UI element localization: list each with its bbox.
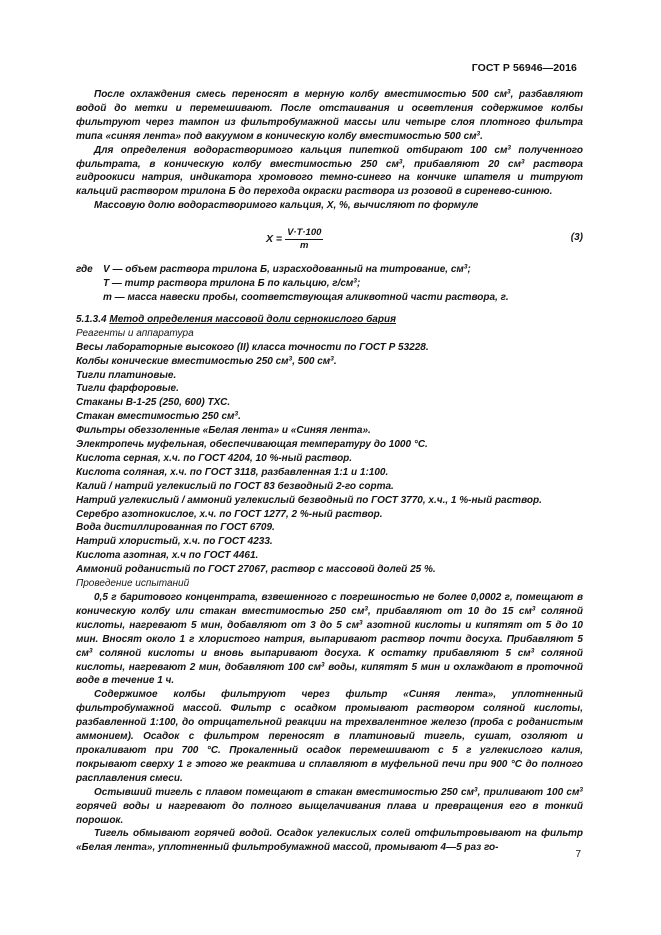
formula-denominator: m: [300, 240, 309, 252]
superscript: 3: [521, 158, 525, 166]
formula-numerator: V·T·100: [287, 227, 322, 239]
paragraph: Для определения водорастворимого кальция пипеткой отбирают 100 $см^3$ полученного фильтрата, в коническую колбу вместимостью 250 $см^3$, прибавляют 20 $см^3$ раствора гидроокиси натрия, индикатора хромового темно-синего на кончике шпателя и титруют кальций раствором трилона Б до перехода окраски раствора из розовой в сиренево-синюю.: [76, 144, 584, 198]
where-item: V — объем раствора трилона Б, израсходованный на титрование, $см^3$;: [103, 263, 471, 276]
procedure-paragraph: Содержимое колбы фильтруют через фильтр «Синяя лента», уплотненный фильтробумажной массой. Фильтр с осадком промывают раствором соляной кислоты, разбавленной 1:100, до отрицательной реакции на трехвалентное железо (проба с роданистым аммонием). Осадок с фильтром переносят в платиновый тигель, сушат, озоляют и прокаливают при 700 °С. Прокаленный осадок перемешивают с 5 г углекислого калия, покрывают сверху 1 г этого же реактива и сплавляют в муфельной печи при 900 °С до полного расплавления смеси.: [76, 689, 583, 784]
where-item: T — титр раствора трилона Б по кальцию, $г/см^3$;: [103, 277, 361, 290]
superscript: 3: [531, 605, 536, 613]
superscript: 3: [473, 786, 478, 794]
formula-variables: [76, 263, 583, 305]
reagents-list: [76, 341, 583, 577]
reagent-item: Натрий хлористый, х.ч. по ГОСТ 4233.: [76, 536, 273, 548]
superscript: 3: [234, 410, 239, 418]
reagent-item: Тигли фарфоровые.: [76, 383, 179, 395]
page-number: 7: [575, 849, 581, 860]
section-heading: Метод определения массовой доли сернокислого бария: [109, 313, 396, 325]
section-number: 5.1.3.4: [76, 313, 107, 325]
formula-body: [266, 227, 323, 252]
procedure-paragraph: Остывший тигель с плавом помещают в стакан вместимостью 250 $см^3$, приливают 100 $см^3$ горячей воды и нагревают до полного выщелачивания плава и превращения его в тонкий порошок.: [76, 786, 583, 826]
where-item: m — масса навески пробы, соответствующая аликвотной части раствора, г.: [103, 291, 509, 303]
reagent-item: Вода дистиллированная по ГОСТ 6709.: [76, 522, 275, 534]
procedure-paragraph: 0,5 г баритового концентрата, взвешенного с погрешностью не более 0,0002 г, помещают в коническую колбу или стакан вместимостью 250 $см^3$, прибавляют от 10 до 15 $см^3$ соляной кислоты, нагревают 5 мин, добавляют от 3 до 5 $см^3$ азотной кислоты и кипятят от 5 до 10 мин. Вносят около 1 г хлористого натрия, выпаривают раствор почти досуха. Прибавляют 5 $см^3$ соляной кислоты и вновь выпаривают досуха. К остатку прибавляют 5 $см^3$ соляной кислоты, нагревают 2 мин, добавляют 100 $см^3$ воды, кипятят 5 мин и охлаждают в проточной воде в течение 1 ч.: [76, 592, 583, 687]
procedure-list: [76, 591, 583, 855]
reagent-item: Электропечь муфельная, обеспечивающая температуру до 1000 °С.: [76, 439, 428, 451]
reagent-item: Калий / натрий углекислый по ГОСТ 83 безводный 2-го сорта.: [76, 480, 394, 492]
reagent-item: Аммоний роданистый по ГОСТ 27067, раствор с массовой долей 25 %.: [76, 564, 436, 576]
superscript: 3: [579, 786, 583, 794]
paragraph: Массовую долю водорастворимого кальция, X, %, вычисляют по формуле: [94, 200, 479, 212]
superscript: 3: [463, 263, 468, 271]
procedure-paragraph: Тигель обмывают горячей водой. Осадок углекислых солей отфильтровывают на фильтр «Белая лента», уплотненный фильтробумажной массой, промывают 4—5 раз го-: [76, 828, 583, 854]
reagent-item: Натрий углекислый / аммоний углекислый безводный по ГОСТ 3770, х.ч., 1 %-ный раствор.: [76, 494, 542, 506]
superscript: 3: [88, 647, 93, 655]
superscript: 3: [321, 661, 325, 669]
superscript: 3: [476, 130, 481, 138]
formula-fraction: [285, 227, 323, 252]
superscript: 3: [358, 619, 363, 627]
superscript: 3: [288, 355, 293, 363]
formula-number: (3): [570, 232, 583, 244]
formula-lhs: X =: [266, 232, 283, 245]
reagent-item: Стакан вместимостью 250 $см^3$.: [76, 410, 241, 423]
superscript: 3: [530, 647, 535, 655]
document-header: ГОСТ Р 56946—2016: [471, 62, 577, 74]
where-label: где: [76, 264, 93, 276]
superscript: 3: [353, 277, 357, 285]
superscript: 3: [507, 88, 511, 96]
reagent-item: Серебро азотнокислое, х.ч. по ГОСТ 1277, 2 %-ный раствор.: [76, 508, 383, 520]
superscript: 3: [330, 355, 334, 363]
reagent-item: Колбы конические вместимостью 250 $см^3$, 500 $см^3$.: [76, 355, 337, 367]
superscript: 3: [398, 158, 403, 166]
reagent-item: Тигли платиновые.: [76, 369, 177, 381]
reagent-item: Кислота серная, х.ч. по ГОСТ 4204, 10 %-ный раствор.: [76, 452, 353, 464]
reagent-item: Стаканы В-1-25 (250, 600) ТХС.: [76, 397, 231, 409]
reagent-item: Фильтры обеззоленные «Белая лента» и «Синяя лента».: [76, 425, 371, 437]
reagent-item: Весы лабораторные высокого (II) класса точности по ГОСТ Р 53228.: [76, 341, 429, 353]
paragraph: После охлаждения смесь переносят в мерную колбу вместимостью 500 $см^3$, разбавляют водой до метки и перемешивают. После отстаивания и осветления содержимое колбы фильтруют через тампон из фильтробумажной массы или четыре слоя плотного фильтра типа «синяя лента» под вакуумом в коническую колбу вместимостью 500 $см^3$.: [76, 88, 583, 142]
document-body: [76, 88, 583, 855]
formula-3: [76, 219, 583, 261]
superscript: 3: [507, 144, 511, 152]
reagent-item: Кислота азотная, х.ч по ГОСТ 4461.: [76, 550, 259, 562]
superscript: 3: [364, 605, 368, 613]
reagent-item: Кислота соляная, х.ч. по ГОСТ 3118, разбавленная 1:1 и 1:100.: [76, 466, 389, 478]
reagents-heading: Реагенты и аппаратура: [76, 327, 194, 339]
section-title: [76, 313, 583, 327]
procedure-heading: Проведение испытаний: [76, 578, 190, 590]
